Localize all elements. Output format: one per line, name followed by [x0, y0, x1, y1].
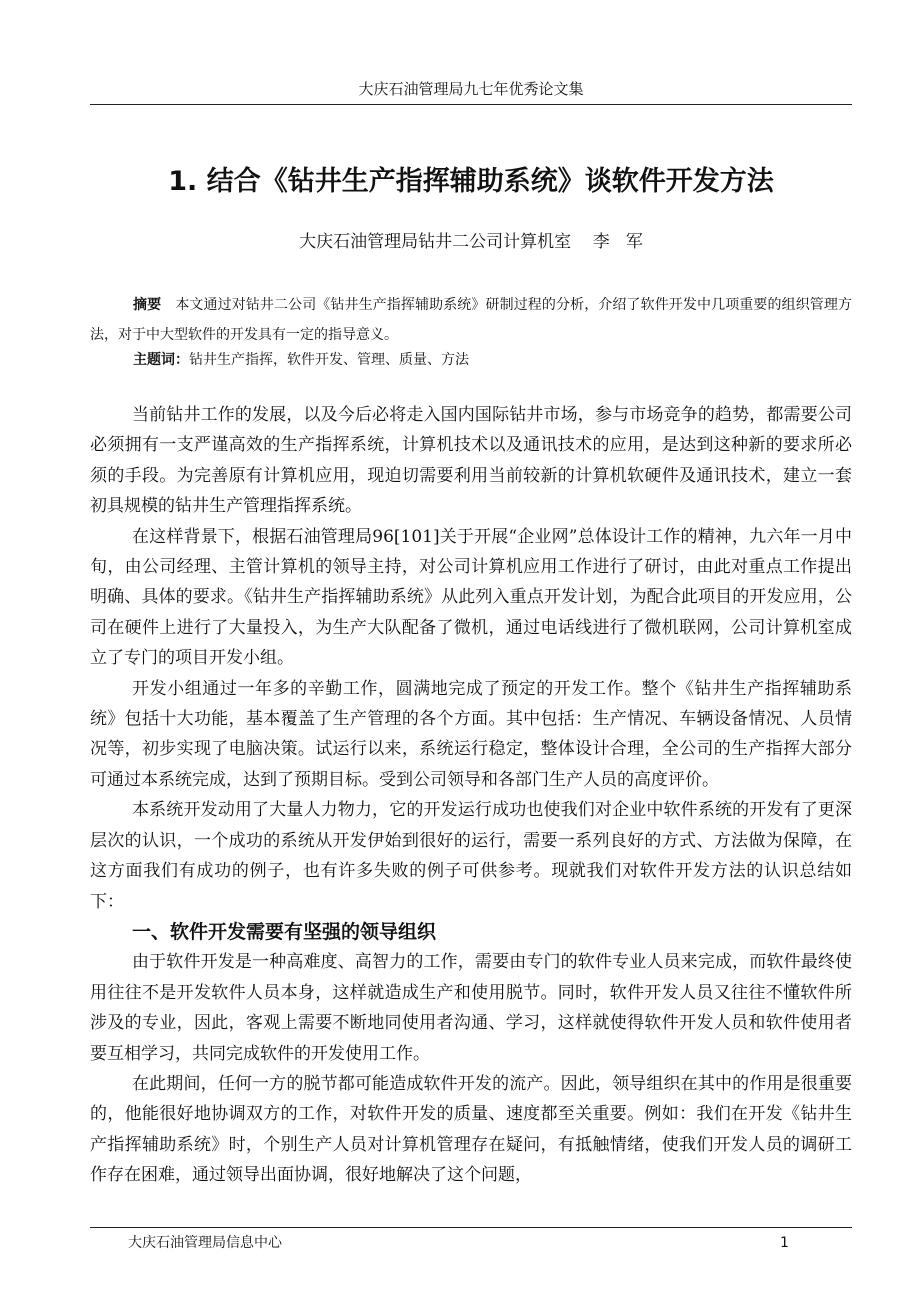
abstract-label: 摘要 [133, 297, 162, 313]
running-header: 大庆石油管理局九七年优秀论文集 [358, 80, 584, 98]
body-paragraph: 由于软件开发是一种高难度、高智力的工作，需要由专门的软件专业人员来完成，而软件最终使用往往不是开发软件人员本身，这样就造成生产和使用脱节。同时，软件开发人员又往往不懂软件所涉及的专业，因此，客观上需要不断地同使用者沟通、学习，这样就使得软件开发人员和软件使用者要互相学习，共同完成软件的开发使用工作。 [90, 952, 852, 1064]
footer-organization: 大庆石油管理局信息中心 [128, 1235, 282, 1251]
author-affiliation: 大庆石油管理局钻井二公司计算机室 李 军 [299, 232, 643, 252]
body-paragraph: 在这样背景下，根据石油管理局96[101]关于开展“企业网”总体设计工作的精神，九六年一月中旬，由公司经理、主管计算机的领导主持，对公司计算机应用工作进行了研讨，由此对重点工作提出明确、具体的要求。《钻井生产指挥辅助系统》从此列入重点开发计划，为配合此项目的开发应用，公司在硬件上进行了大量投入，为生产大队配备了微机，通过电话线进行了微机联网，公司计算机室成立了专门的项目开发小组。 [90, 526, 852, 669]
header-divider [90, 104, 852, 105]
article-title: 1. 结合《钻井生产指挥辅助系统》谈软件开发方法 [168, 166, 774, 197]
keywords-label: 主题词： [133, 352, 189, 368]
page-number: 1 [780, 1235, 789, 1251]
body-paragraph: 本系统开发动用了大量人力物力，它的开发运行成功也使我们对企业中软件系统的开发有了更深层次的认识，一个成功的系统从开发伊始到很好的运行，需要一系列良好的方式、方法做为保障，在这方面我们有成功的例子，也有许多失败的例子可供参考。现就我们对软件开发方法的认识总结如下： [90, 800, 852, 912]
body-paragraph: 在此期间，任何一方的脱节都可能造成软件开发的流产。因此，领导组织在其中的作用是很重要的，他能很好地协调双方的工作，对软件开发的质量、速度都至关重要。例如：我们在开发《钻井生产指挥辅助系统》时，个别生产人员对计算机管理存在疑问，有抵触情绪，使我们开发人员的调研工作存在困难，通过领导出面协调，很好地解决了这个问题， [90, 1073, 852, 1186]
article-body [90, 400, 852, 1191]
body-paragraph: 当前钻井工作的发展，以及今后必将走入国内国际钻井市场，参与市场竞争的趋势，都需要公司必须拥有一支严谨高效的生产指挥系统，计算机技术以及通讯技术的应用，是达到这种新的要求所必须的手段。为完善原有计算机应用，现迫切需要利用当前较新的计算机软硬件及通讯技术，建立一套初具规模的钻井生产管理指挥系统。 [90, 405, 852, 517]
footer-divider [90, 1227, 852, 1228]
abstract [90, 290, 852, 350]
abstract-text: 本文通过对钻井二公司《钻井生产指挥辅助系统》研制过程的分析，介绍了软件开发中几项重要的组织管理方法，对于中大型软件的开发具有一定的指导意义。 [90, 297, 853, 343]
keywords [133, 345, 853, 375]
keywords-text: 钻井生产指挥，软件开发、管理、质量、方法 [189, 352, 469, 368]
body-paragraph: 开发小组通过一年多的辛勤工作，圆满地完成了预定的开发工作。整个《钻井生产指挥辅助系统》包括十大功能，基本覆盖了生产管理的各个方面。其中包括：生产情况、车辆设备情况、人员情况等，初步实现了电脑决策。试运行以来，系统运行稳定，整体设计合理，全公司的生产指挥大部分可通过本系统完成，达到了预期目标。受到公司领导和各部门生产人员的高度评价。 [90, 678, 852, 790]
section-heading: 一、软件开发需要有坚强的领导组织 [132, 920, 437, 943]
